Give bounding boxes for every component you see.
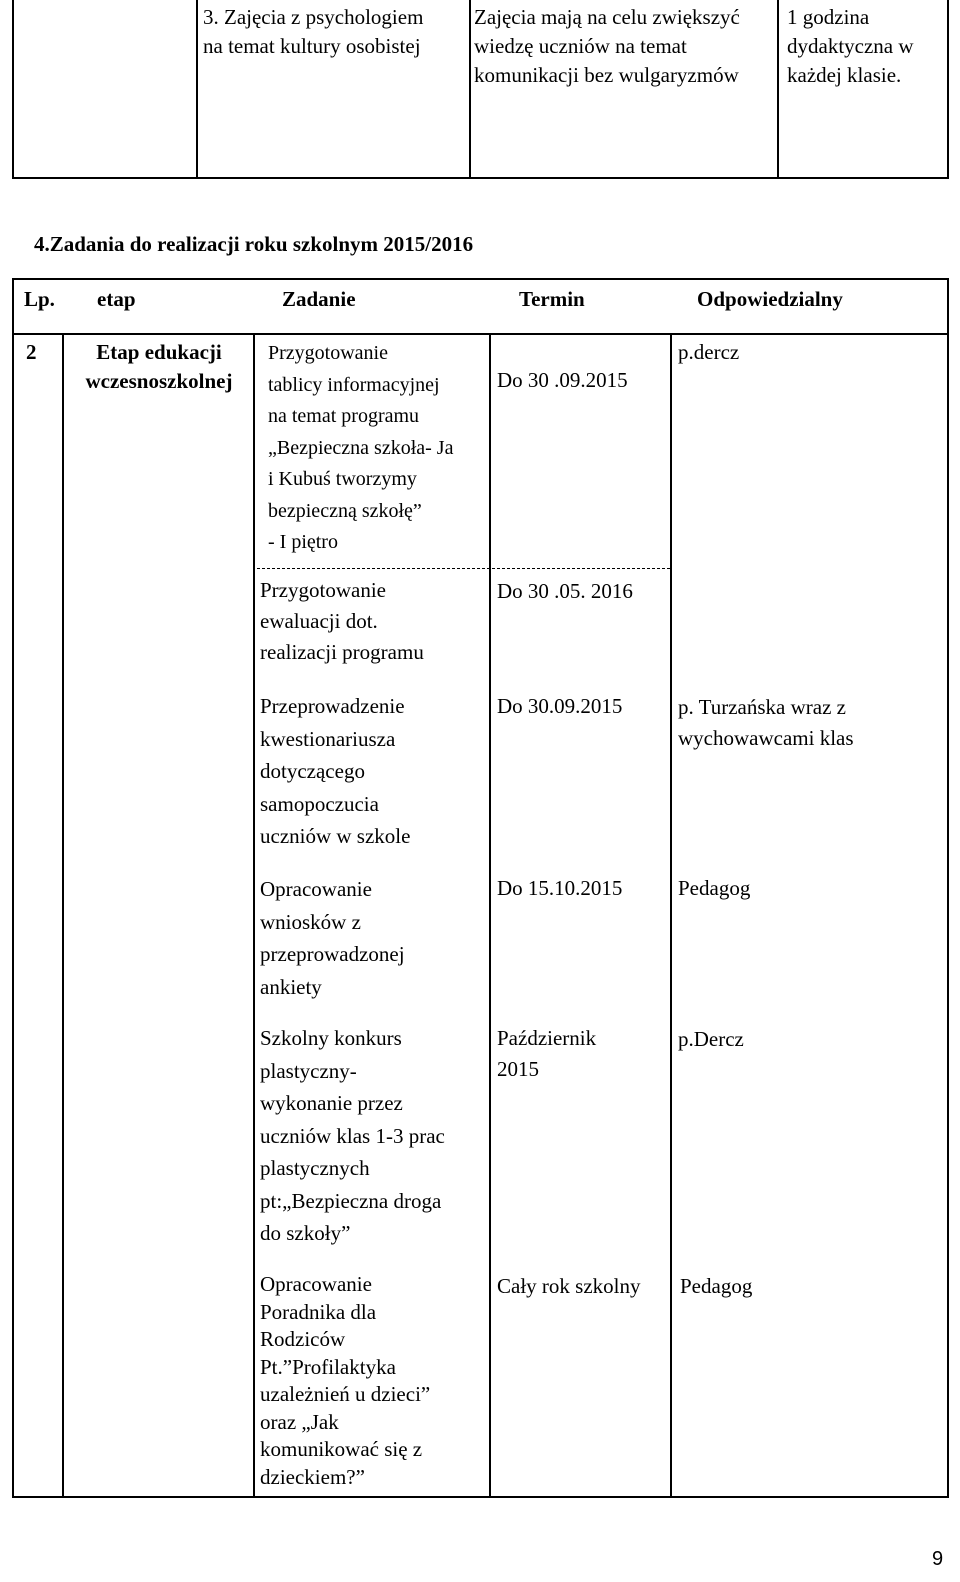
table-border — [777, 0, 779, 179]
table-border — [12, 0, 14, 179]
responsible-cell: Pedagog — [680, 1274, 753, 1298]
task-cell: Opracowanie Poradnika dla Rodziców Pt.”Profilaktyka uzależnień u dzieci” oraz „Jak komunikować się z dzieckiem?” — [260, 1272, 431, 1489]
deadline-cell: Do 30 .09.2015 — [497, 368, 628, 392]
table-border — [947, 0, 949, 179]
responsible-cell: p. Turzańska wraz z wychowawcami klas — [678, 695, 854, 750]
table-border — [12, 278, 14, 1498]
header-odpowiedzialny: Odpowiedzialny — [697, 287, 843, 311]
header-zadanie: Zadanie — [282, 287, 356, 311]
top-table-cell-goal: Zajęcia mają na celu zwiększyć wiedzę uczniów na temat komunikacji bez wulgaryzmów — [474, 5, 740, 87]
table-border — [196, 0, 198, 179]
task-cell: Przygotowanie ewaluacji dot. realizacji programu — [260, 578, 424, 664]
section-heading: 4.Zadania do realizacji roku szkolnym 2015/2016 — [34, 232, 474, 256]
deadline-cell: Do 15.10.2015 — [497, 876, 623, 900]
deadline-cell: Cały rok szkolny — [497, 1274, 641, 1298]
responsible-cell: p.dercz — [678, 340, 740, 364]
task-cell: Przygotowanie tablicy informacyjnej na temat programu „Bezpieczna szkoła- Ja i Kubuś tworzymy bezpieczną szkołę” - I piętro — [268, 342, 454, 553]
table-border — [12, 1496, 949, 1498]
task-cell: Szkolny konkurs plastyczny- wykonanie przez uczniów klas 1-3 prac plastycznych pt:„Bezpieczna droga do szkoły” — [260, 1026, 445, 1245]
table-border — [469, 0, 471, 179]
page-number: 9 — [932, 1548, 944, 1570]
header-termin: Termin — [519, 287, 585, 311]
deadline-cell: Do 30 .05. 2016 — [497, 579, 633, 603]
header-lp: Lp. — [24, 287, 55, 311]
responsible-cell: Pedagog — [678, 876, 751, 900]
task-cell: Opracowanie wniosków z przeprowadzonej ankiety — [260, 877, 405, 999]
table-border — [670, 333, 672, 1498]
table-border — [12, 177, 949, 179]
table-border — [253, 333, 255, 1498]
header-etap: etap — [97, 287, 136, 311]
row-separator — [257, 568, 670, 569]
deadline-cell: Do 30.09.2015 — [497, 694, 623, 718]
cell-etap: Etap edukacji wczesnoszkolnej — [85, 340, 233, 393]
responsible-cell: p.Dercz — [678, 1027, 744, 1051]
table-border — [12, 278, 949, 280]
top-table-cell-time: 1 godzina dydaktyczna w każdej klasie. — [787, 5, 914, 87]
table-border — [12, 333, 949, 335]
deadline-cell: Październik 2015 — [497, 1026, 597, 1081]
table-border — [489, 333, 491, 1498]
table-border — [62, 333, 64, 1498]
table-border — [947, 278, 949, 1498]
cell-lp: 2 — [26, 340, 37, 364]
top-table-cell-activity: 3. Zajęcia z psychologiem na temat kultury osobistej — [203, 5, 424, 58]
task-cell: Przeprowadzenie kwestionariusza dotyczącego samopoczucia uczniów w szkole — [260, 694, 411, 848]
